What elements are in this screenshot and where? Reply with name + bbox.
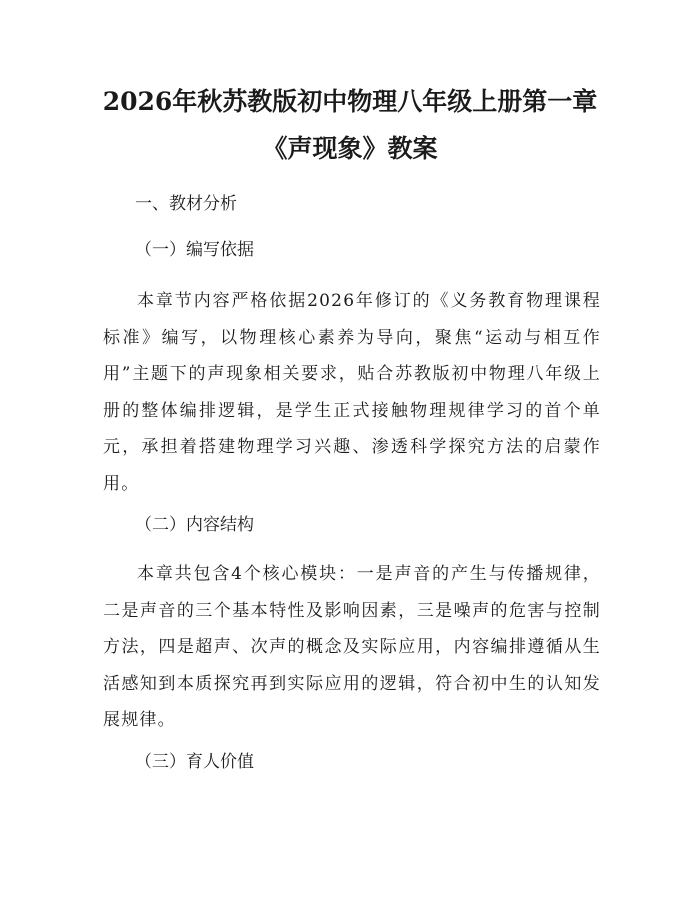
subsection-heading-content-structure: （二）内容结构	[135, 515, 254, 535]
paragraph-basis: 本章节内容严格依据2026年修订的《义务教育物理课程标准》编写，以物理核心素养为导向，聚焦“运动与相互作用”主题下的声现象相关要求，贴合苏教版初中物理八年级上册的整体编排逻辑，是学生正式接触物理规律学习的首个单元，承担着搭建物理学习兴趣、渗透科学探究方法的启蒙作用。	[103, 291, 601, 494]
subsection-heading-educational-value: （三）育人价值	[135, 752, 254, 772]
paragraph-content-structure: 本章共包含4个核心模块：一是声音的产生与传播规律，二是声音的三个基本特性及影响因素，三是噪声的危害与控制方法，四是超声、次声的概念及实际应用，内容编排遵循从生活感知到本质探究再到实际应用的逻辑，符合初中生的认知发展规律。	[103, 564, 601, 730]
section-heading-textbook-analysis: 一、教材分析	[135, 194, 237, 214]
subsection-heading-basis: （一）编写依据	[135, 240, 254, 260]
document-title-line1: 2026年秋苏教版初中物理八年级上册第一章	[102, 87, 598, 116]
document-title-line2: 《声现象》教案	[262, 134, 438, 163]
